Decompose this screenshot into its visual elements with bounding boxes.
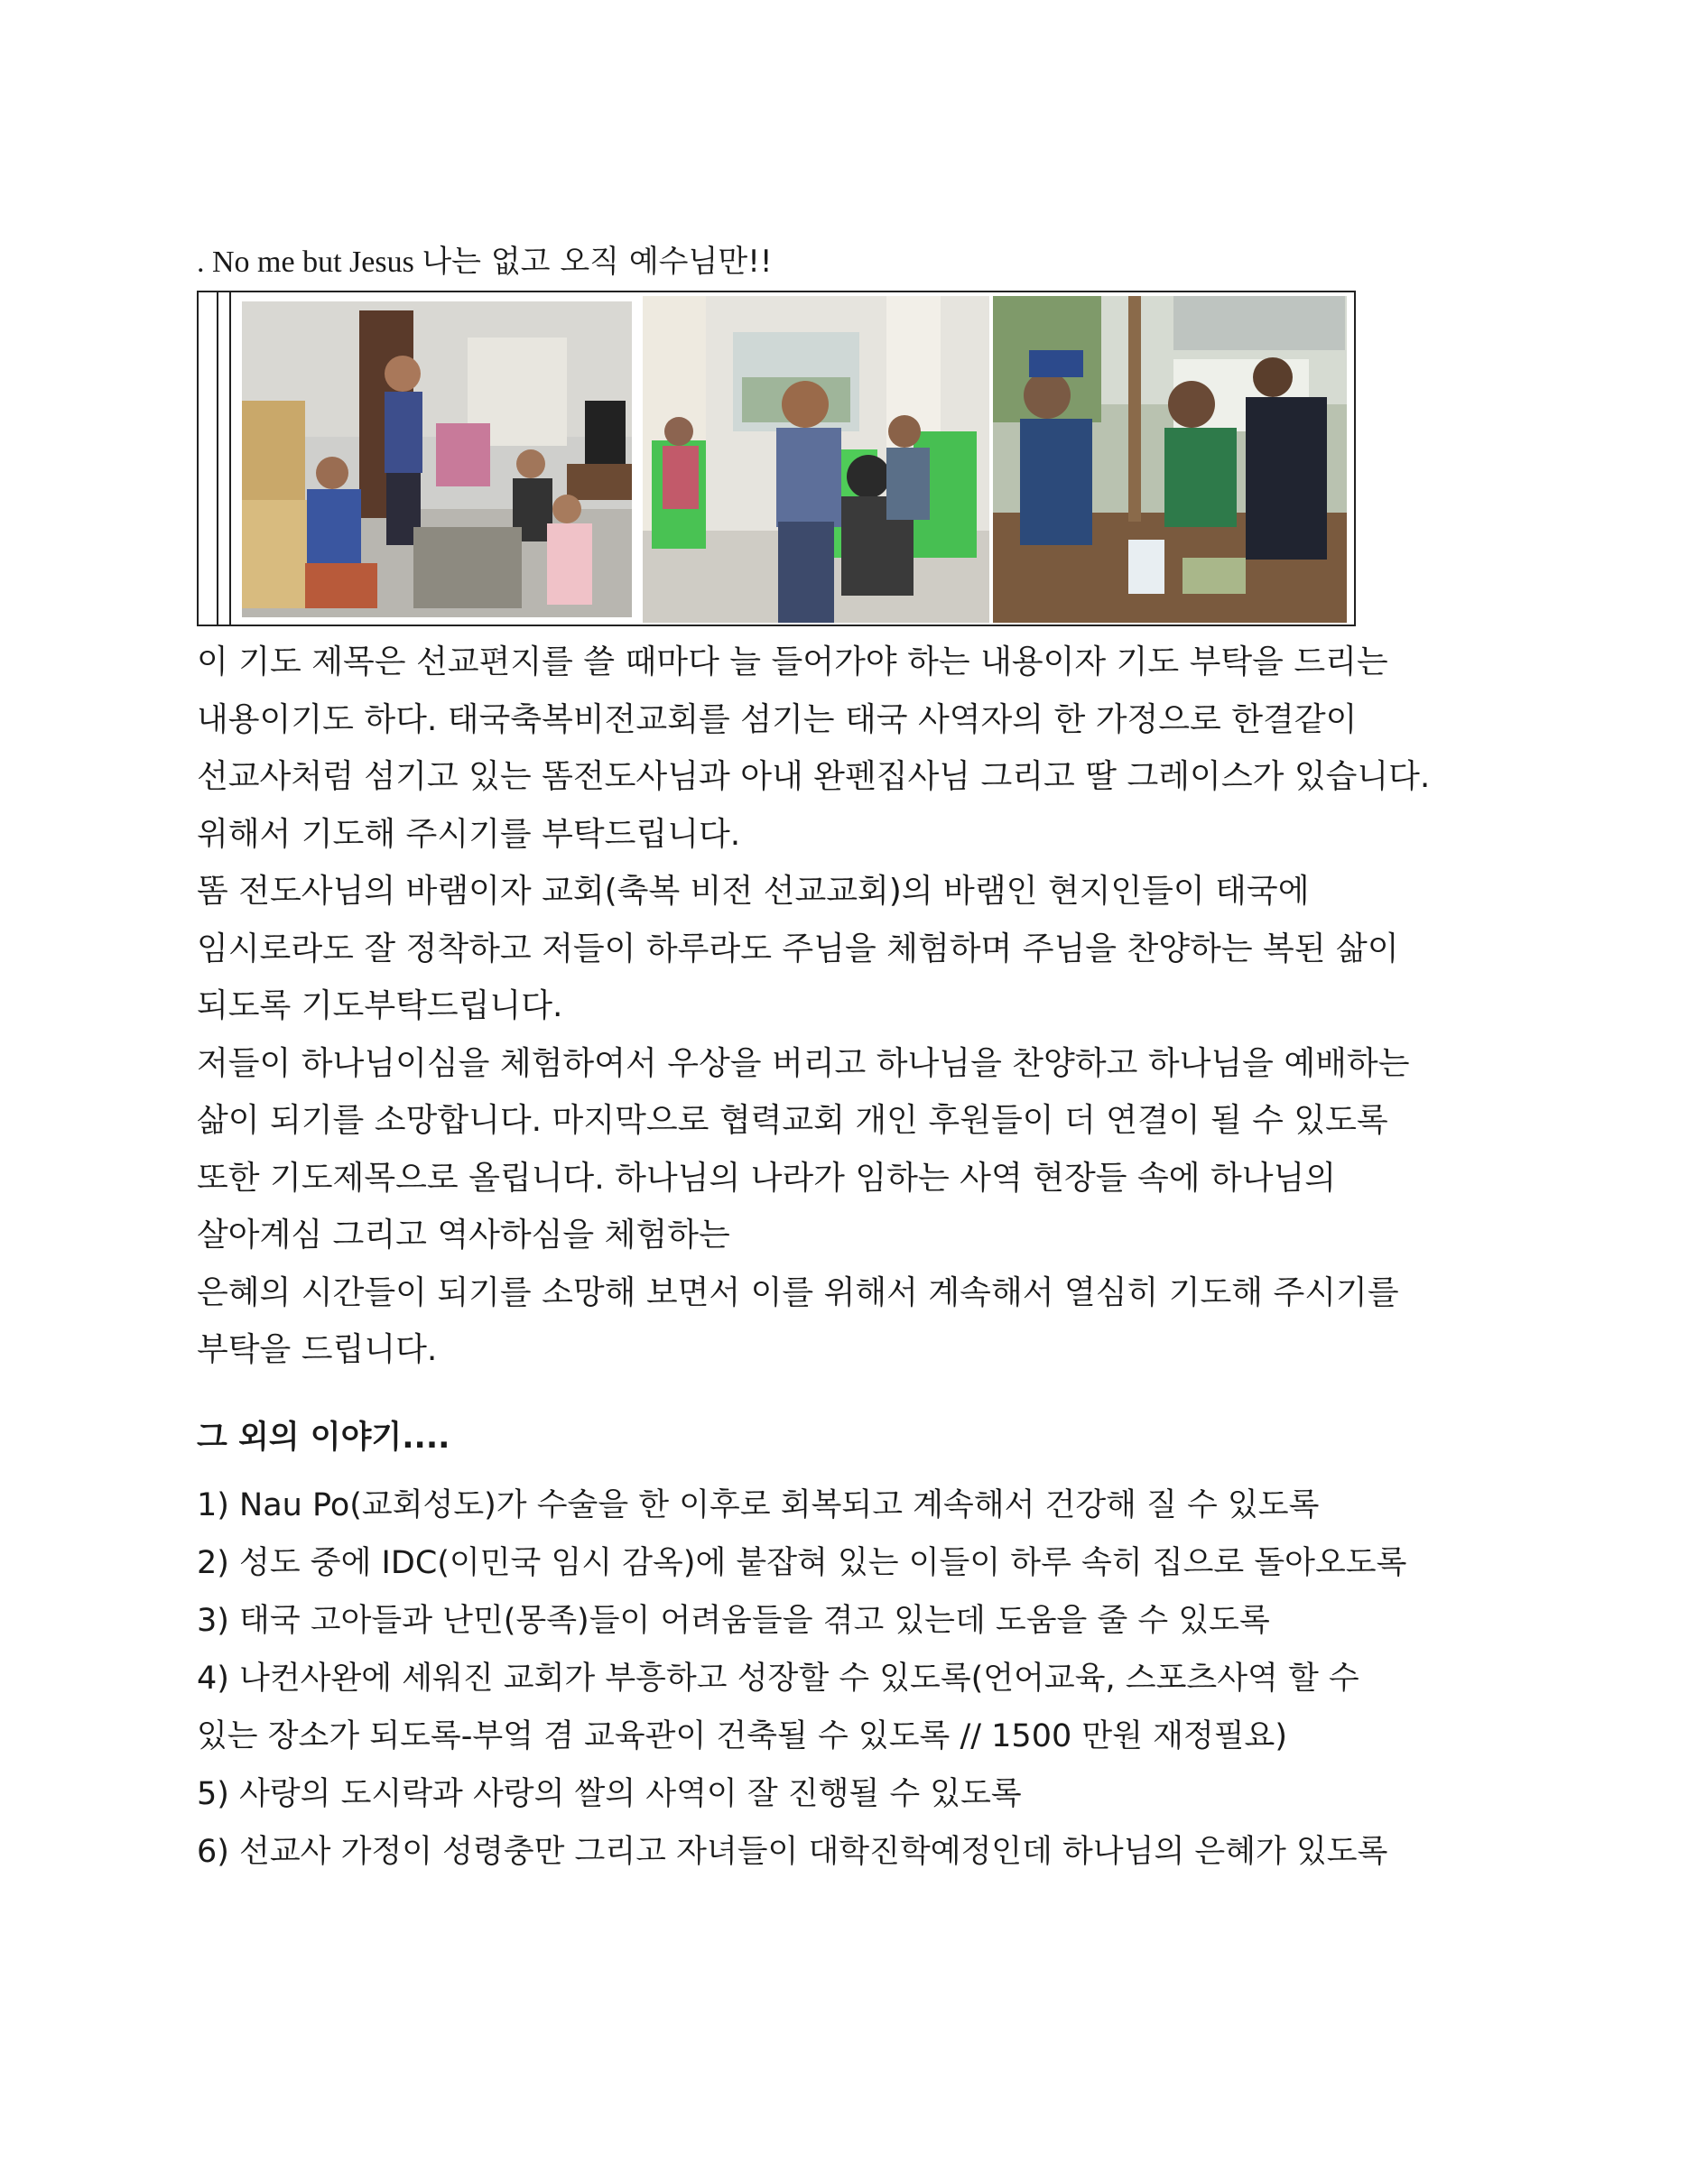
prayer-paragraph <box>197 634 1506 1379</box>
list-item: 5) 사랑의 도시락과 사랑의 쌀의 사역이 잘 진행될 수 있도록 <box>197 1776 1022 1812</box>
paragraph-line: 은혜의 시간들이 되기를 소망해 보면서 이를 위해서 계속해서 열심히 기도해 주시기를 <box>197 1273 1399 1311</box>
prayer-list <box>197 1476 1406 1881</box>
paragraph-line: 되도록 기도부탁드립니다. <box>197 987 563 1024</box>
paragraph-line: 부탁을 드립니다. <box>197 1331 438 1368</box>
frame-divider <box>229 292 231 625</box>
paragraph-line: 또한 기도제목으로 올립니다. 하나님의 나라가 임하는 사역 현장들 속에 하나님의 <box>197 1159 1337 1197</box>
photo-outdoor-visit <box>993 296 1347 623</box>
list-item: 1) Nau Po(교회성도)가 수술을 한 이후로 회복되고 계속해서 건강해 질 수 있도록 <box>197 1487 1320 1523</box>
heading-line <box>197 242 772 282</box>
paragraph-line: 살아계심 그리고 역사하심을 체험하는 <box>197 1217 730 1254</box>
paragraph-line: 이 기도 제목은 선교편지를 쓸 때마다 늘 들어가야 하는 내용이자 기도 부탁을 드리는 <box>197 643 1388 680</box>
photo-strip <box>197 291 1356 626</box>
paragraph-line: 삶이 되기를 소망합니다. 마지막으로 협력교회 개인 후원들이 더 연결이 될 수 있도록 <box>197 1102 1388 1139</box>
photo-indoor-prayer <box>242 301 632 617</box>
paragraph-line: 위해서 기도해 주시기를 부탁드립니다. <box>197 815 741 853</box>
photo-laying-hands <box>643 296 989 623</box>
paragraph-line: 저들이 하나님이심을 체험하여서 우상을 버리고 하나님을 찬양하고 하나님을 예배하는 <box>197 1044 1410 1082</box>
list-item: 있는 장소가 되도록-부엌 겸 교육관이 건축될 수 있도록 // 1500 만원 재정필요) <box>197 1718 1288 1754</box>
paragraph-line: 임시로라도 잘 정착하고 저들이 하루라도 주님을 체험하며 주님을 찬양하는 복된 삶이 <box>197 930 1399 967</box>
frame-divider <box>217 292 218 625</box>
other-stories-heading: 그 외의 이야기.... <box>197 1420 450 1456</box>
list-item: 3) 태국 고아들과 난민(몽족)들이 어려움들을 겪고 있는데 도움을 줄 수 있도록 <box>197 1603 1270 1639</box>
heading-prefix: . No me but Jesus <box>197 245 422 279</box>
list-item: 2) 성도 중에 IDC(이민국 임시 감옥)에 붙잡혀 있는 이들이 하루 속히 집으로 돌아오도록 <box>197 1545 1407 1581</box>
paragraph-line: 선교사처럼 섬기고 있는 똠전도사님과 아내 완펜집사님 그리고 딸 그레이스가 있습니다. <box>197 758 1431 795</box>
paragraph-line: 똠 전도사님의 바램이자 교회(축복 비전 선교교회)의 바램인 현지인들이 태국에 <box>197 873 1310 910</box>
list-item: 6) 선교사 가정이 성령충만 그리고 자녀들이 대학진학예정인데 하나님의 은혜가 있도록 <box>197 1834 1388 1870</box>
paragraph-line: 내용이기도 하다. 태국축복비전교회를 섬기는 태국 사역자의 한 가정으로 한결같이 <box>197 700 1358 738</box>
heading-korean: 나는 없고 오직 예수님만!! <box>422 244 773 280</box>
list-item: 4) 나컨사완에 세워진 교회가 부흥하고 성장할 수 있도록(언어교육, 스포츠사역 할 수 <box>197 1661 1359 1697</box>
